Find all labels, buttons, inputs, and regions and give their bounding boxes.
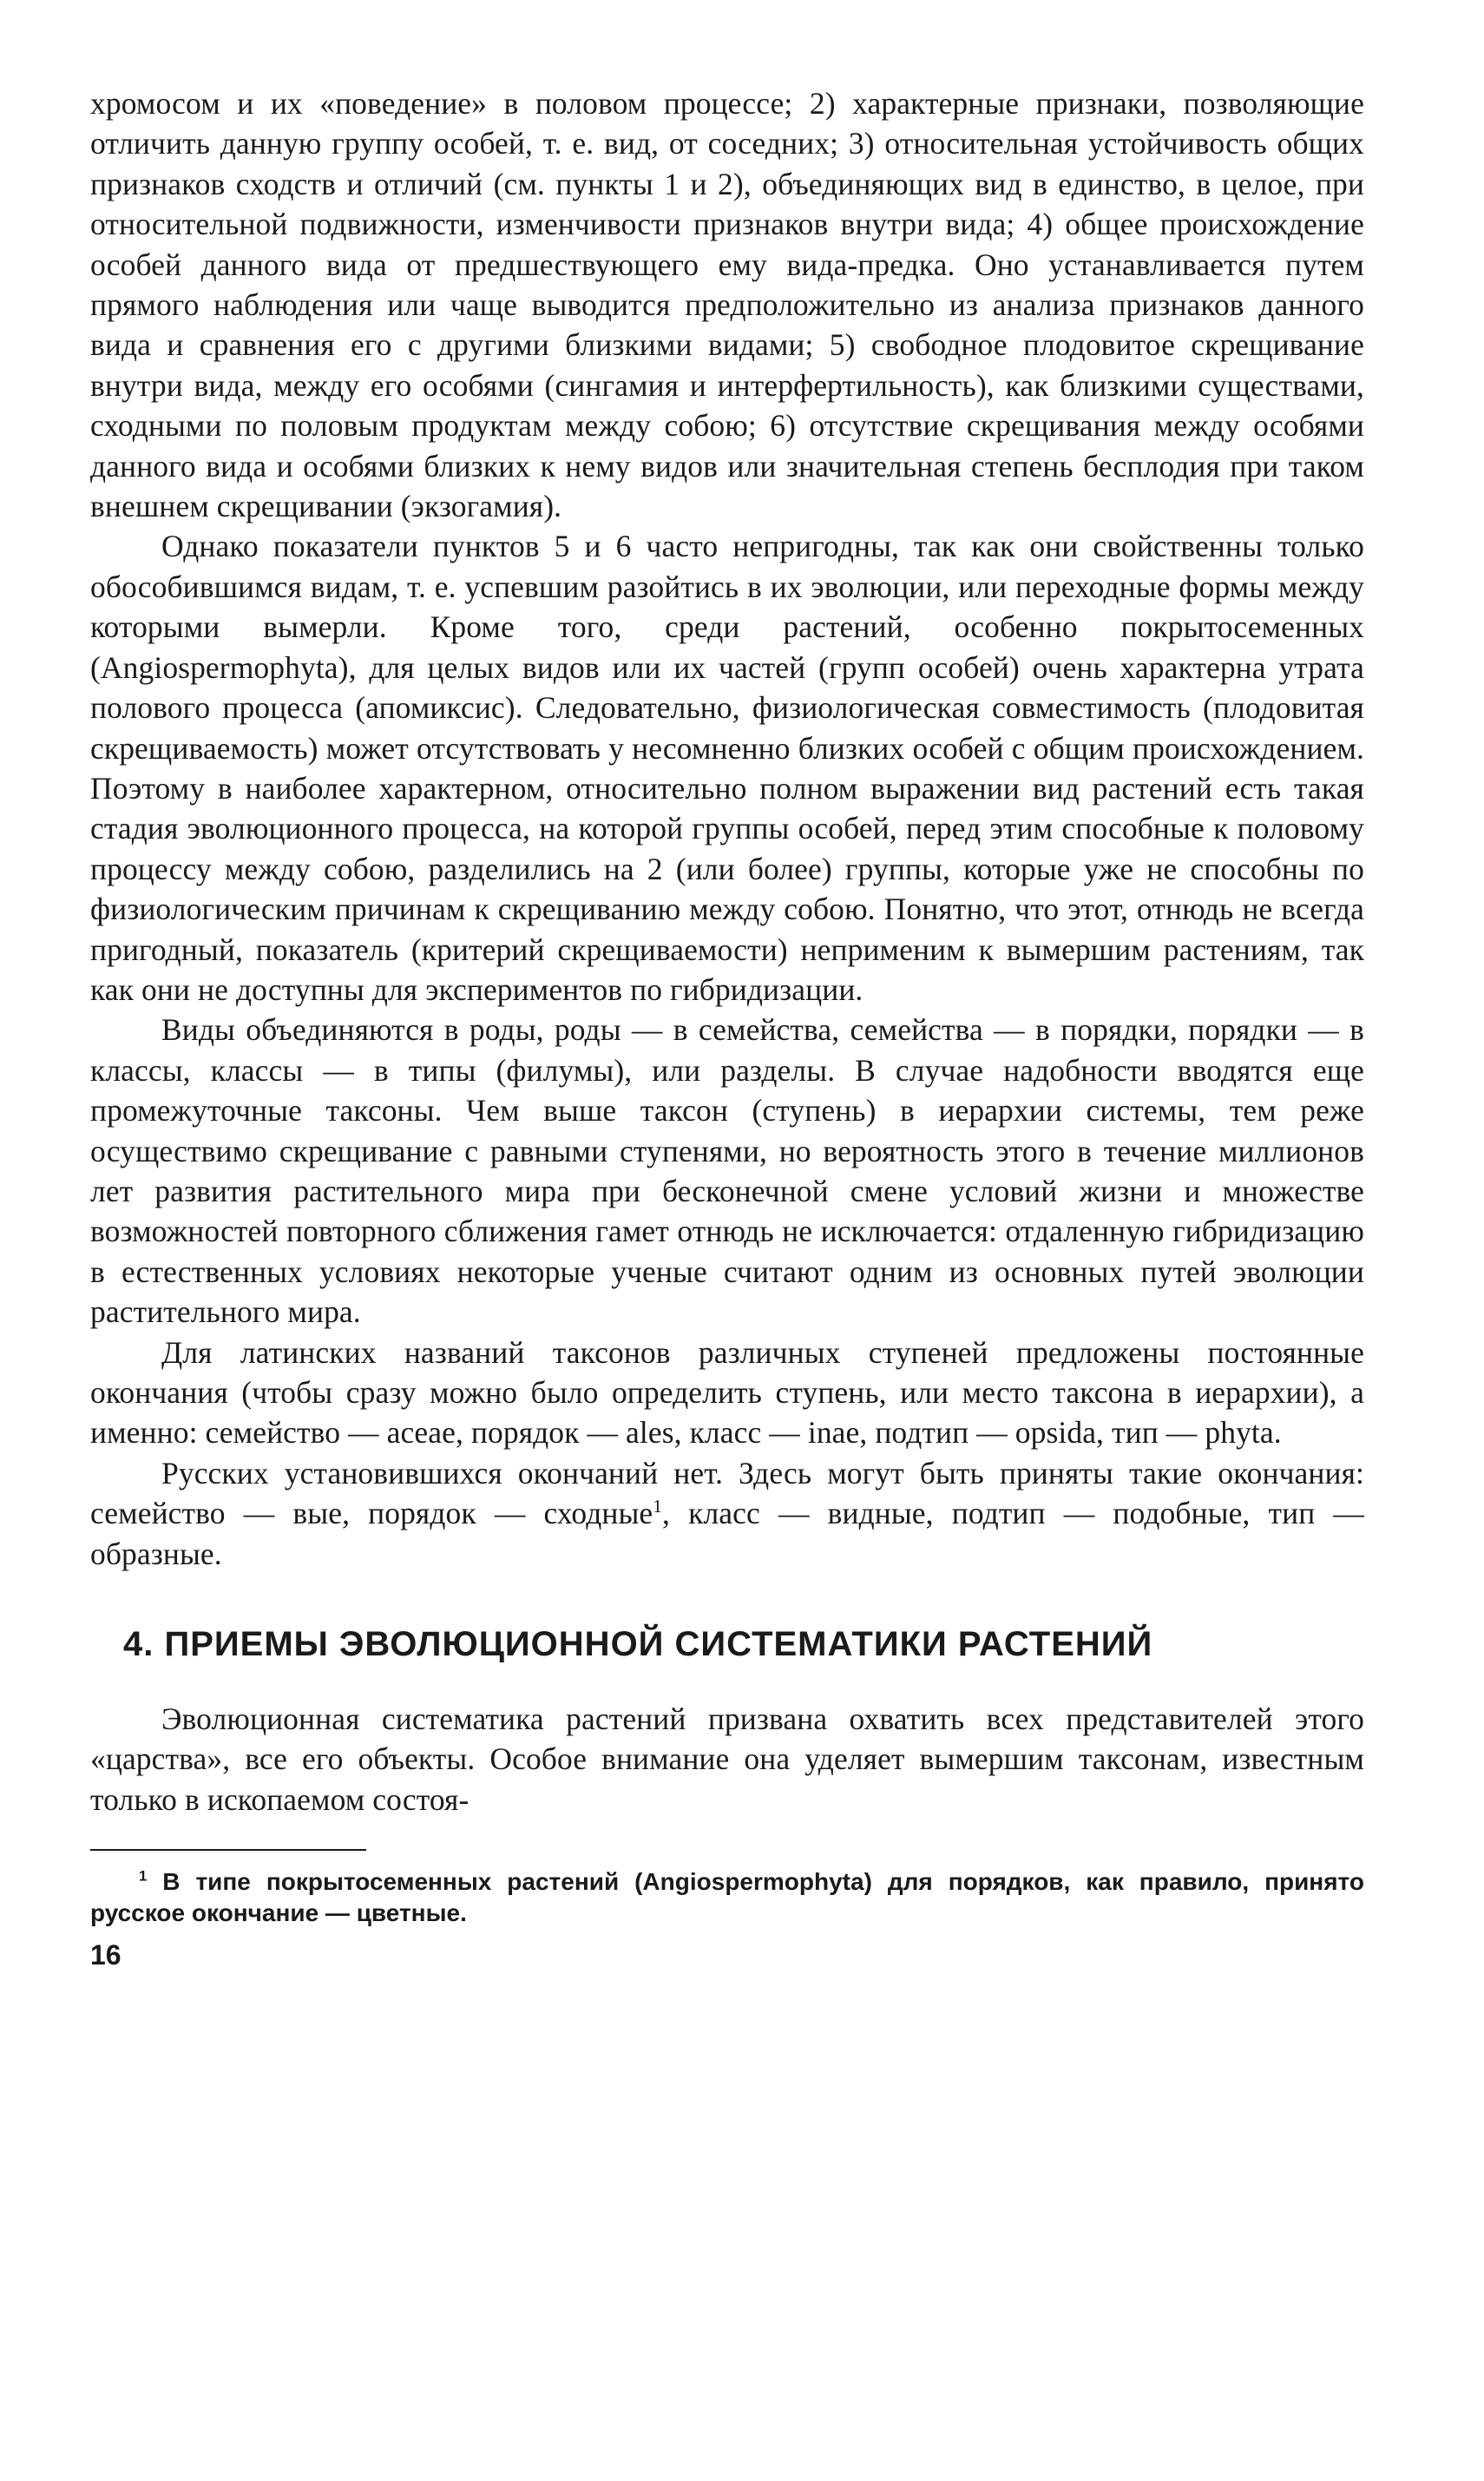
footnote	[90, 1866, 1364, 1929]
body-paragraph: Виды объединяются в роды, роды — в семейства, семейства — в порядки, порядки — в классы, классы — в типы (филумы), или разделы. В случае надобности вводятся еще промежуточные таксоны. Чем выше таксон (ступень) в иерархии системы, тем реже осуществимо скрещивание с равными ступенями, но вероятность этого в течение миллионов лет развития растительного мира при бесконечной смене условий жизни и множестве возможностей повторного сближения гамет отнюдь не исключается: отдаленную гибридизацию в естественных условиях некоторые ученые считают одним из основных путей эволюции растительного мира.	[90, 1012, 1364, 1330]
paragraph-text: Русских установившихся окончаний нет. Здесь могут быть приняты такие окончания: семейство — вые, порядок — сходные	[90, 1455, 1364, 1531]
page-number: 16	[90, 1939, 121, 1971]
paragraph-text: , класс — видные, подтип — подобные, тип — образные.	[90, 1496, 1364, 1571]
body-paragraph: Однако показатели пунктов 5 и 6 часто непригодны, так как они свойственны только обособившимся видам, т. е. успевшим разойтись в их эволюции, или переходные формы между которыми вымерли. Кроме того, среди растений, особенно покрытосеменных (Angiospermophyta), для целых видов или их частей (групп особей) очень характерна утрата полового процесса (апомиксис). Следовательно, физиологическая совместимость (плодовитая скрещиваемость) может отсутствовать у несомненно близких особей с общим происхождением. Поэтому в наиболее характерном, относительно полном выражении вид растений есть такая стадия эволюционного процесса, на которой группы особей, перед этим способные к половому процессу между собою, разделились на 2 (или более) группы, которые уже не способны по физиологическим причинам к скрещиванию между собою. Понятно, что этот, отнюдь не всегда пригодный, показатель (критерий скрещиваемости) неприменим к вымершим растениям, так как они не доступны для экспериментов по гибридизации.	[90, 529, 1364, 1007]
section-heading: 4. ПРИЕМЫ ЭВОЛЮЦИОННОЙ СИСТЕМАТИКИ РАСТЕНИЙ	[123, 1625, 1153, 1664]
body-paragraph: хромосом и их «поведение» в половом процессе; 2) характерные признаки, позволяющие отличить данную группу особей, т. е. вид, от соседних; 3) относительная устойчивость общих признаков сходств и отличий (см. пункты 1 и 2), объединяющих вид в единство, в целое, при относительной подвижности, изменчивости признаков внутри вида; 4) общее происхождение особей данного вида от предшествующего ему вида-предка. Оно устанавливается путем прямого наблюдения или чаще выводится предположительно из анализа признаков данного вида и сравнения его с другими близкими видами; 5) свободное плодовитое скрещивание внутри вида, между его особями (сингамия и интерфертильность), как близкими существами, сходными по половым продуктам между собою; 6) отсутствие скрещивания между особями данного вида и особями близких к нему видов или значительная степень бесплодия при таком внешнем скрещивании (экзогамия).	[90, 86, 1364, 524]
footnote-divider	[90, 1849, 366, 1851]
section-paragraph: Эволюционная систематика растений призвана охватить всех представителей этого «царства», все его объекты. Особое внимание она уделяет вымершим таксонам, известным только в ископаемом состоя-	[90, 1701, 1364, 1817]
body-paragraph: Для латинских названий таксонов различных ступеней предложены постоянные окончания (чтобы сразу можно было определить ступень, или место таксона в иерархии), а именно: семейство — aceae, порядок — ales, класс — inae, подтип — opsida, тип — phyta.	[90, 1334, 1364, 1451]
body-paragraph	[90, 1453, 1364, 1574]
footnote-reference: 1	[653, 1496, 663, 1517]
footnote-mark: 1	[139, 1867, 148, 1885]
book-page	[90, 83, 1364, 1971]
footnote-text: В типе покрытосеменных растений (Angiospermophyta) для порядков, как правило, принято русское окончание — цветные.	[90, 1868, 1364, 1927]
